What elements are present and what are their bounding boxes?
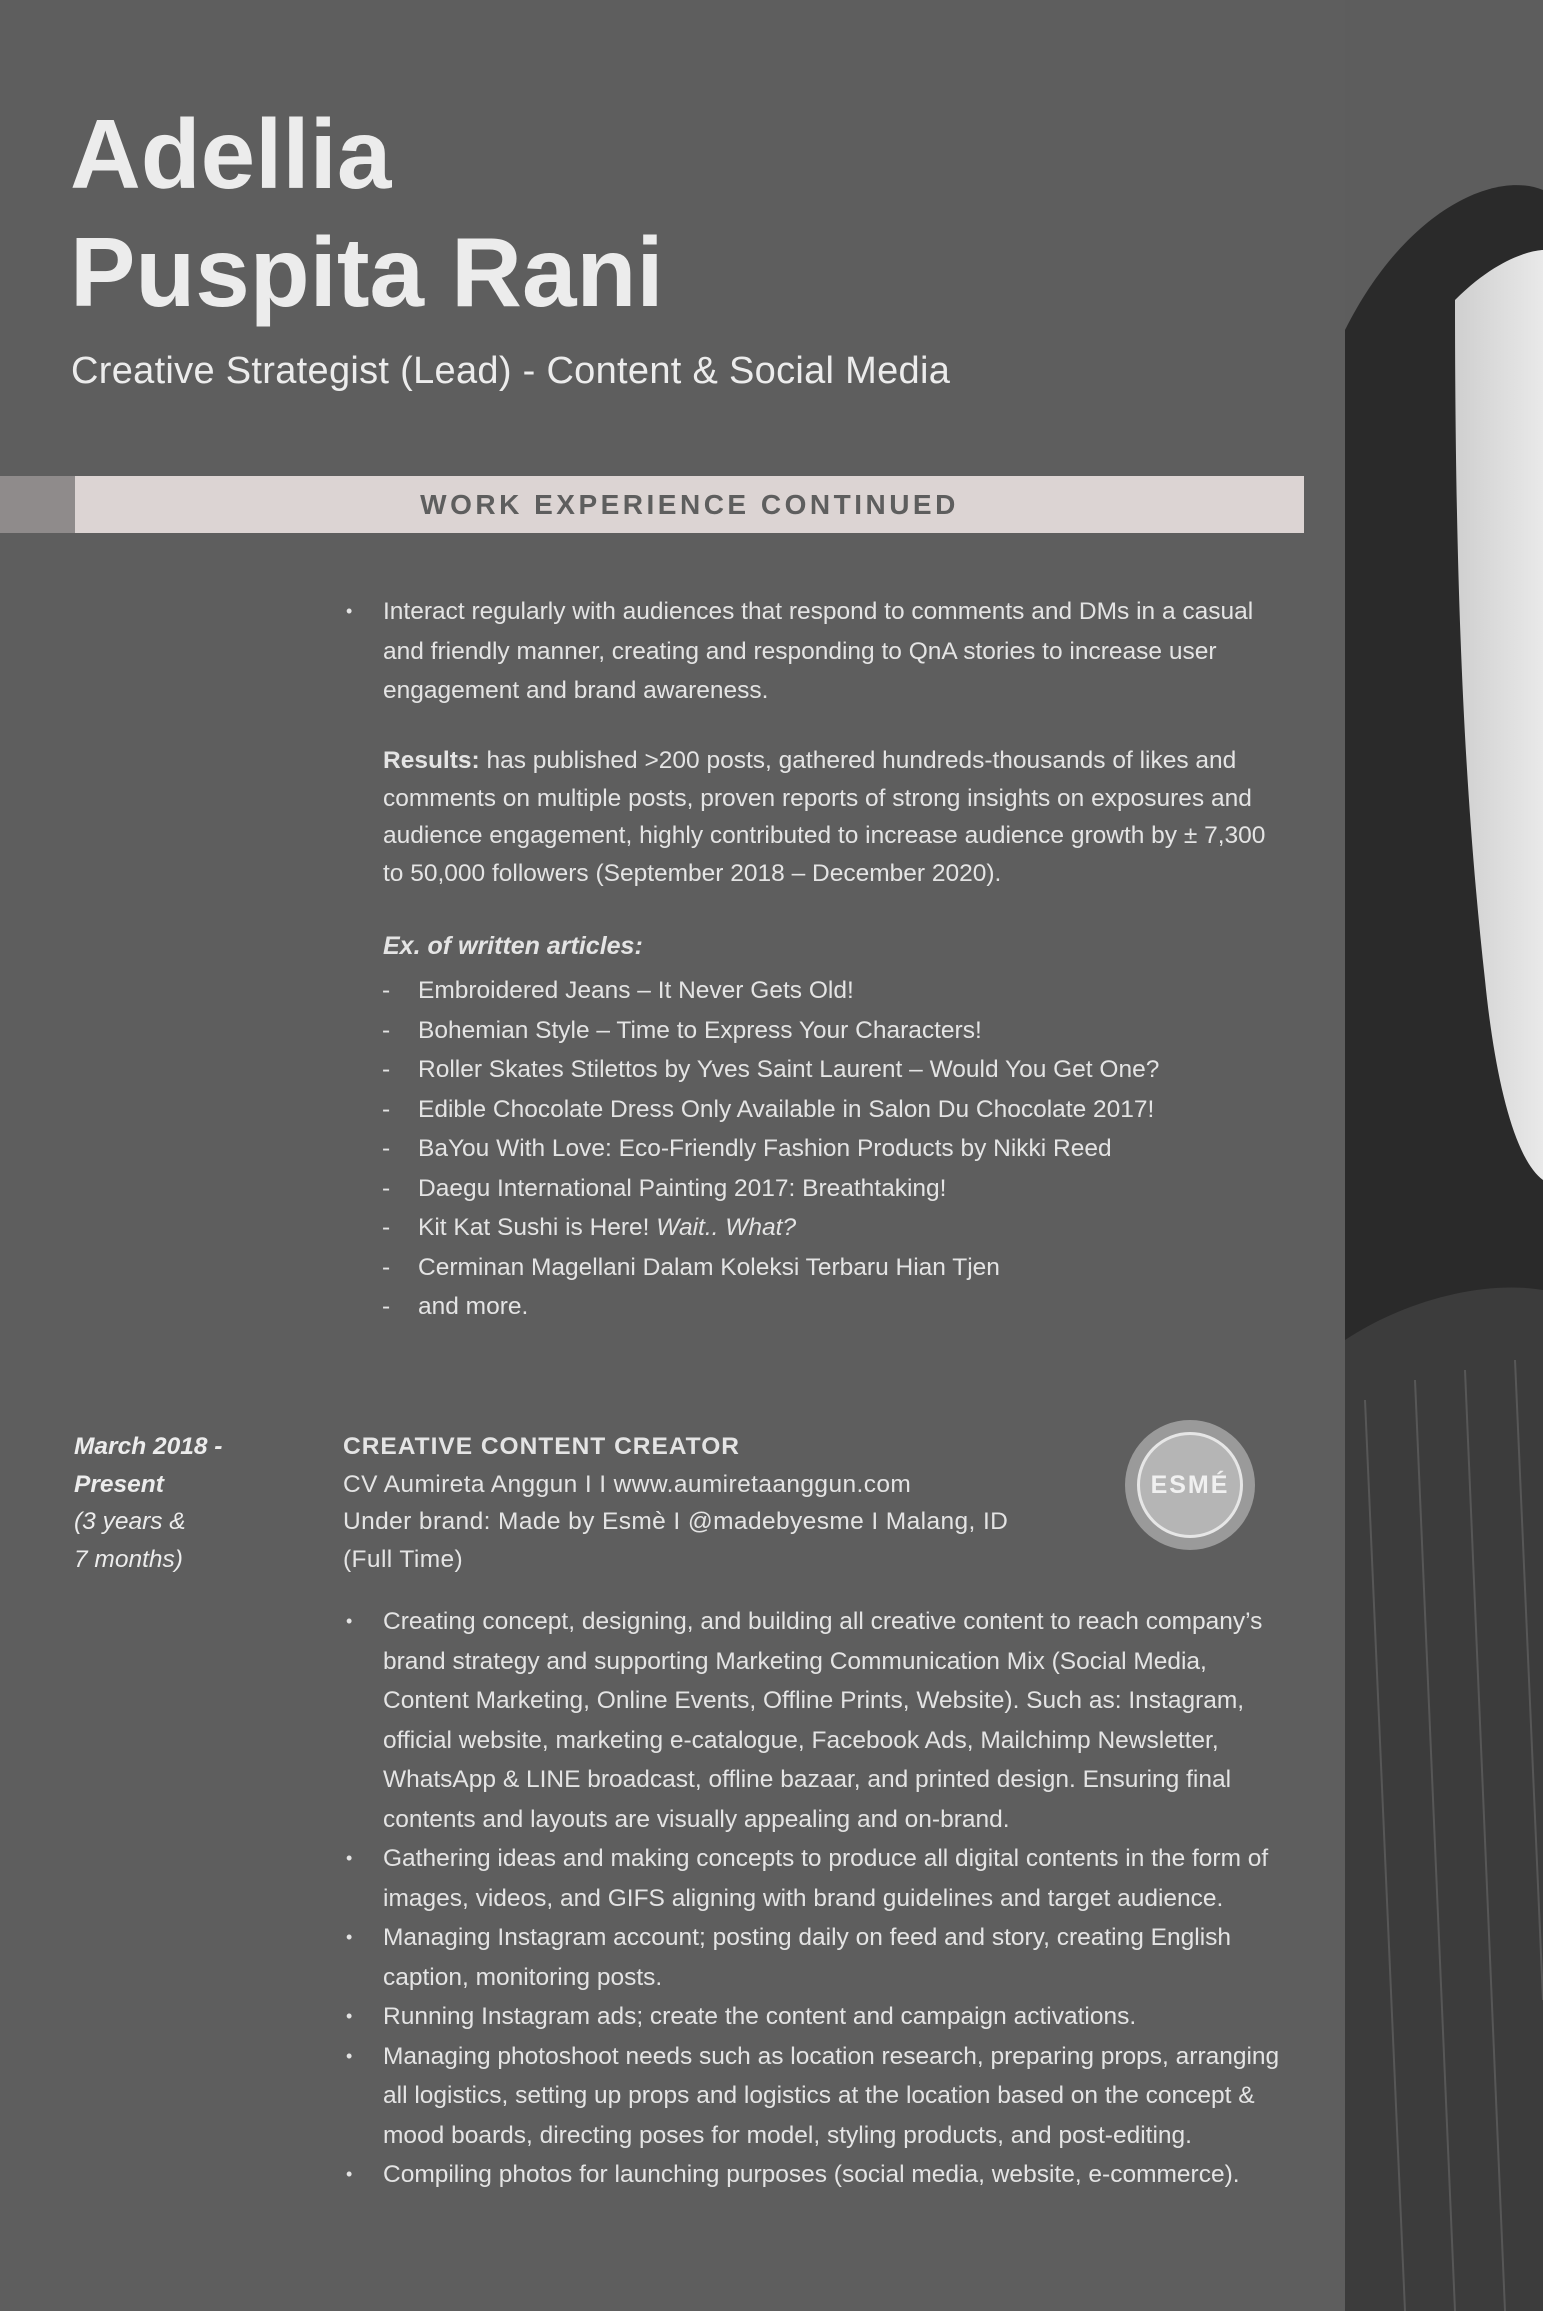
article-item: - Edible Chocolate Dress Only Available in Salon Du Chocolate 2017!: [380, 1090, 1159, 1130]
role-title: Creative Strategist (Lead) - Content & Social Media: [71, 350, 951, 392]
articles-list: [380, 971, 1159, 1327]
article-item: - Daegu International Painting 2017: Breathtaking!: [380, 1169, 1159, 1209]
date-line-1: March 2018 -: [74, 1433, 223, 1460]
profile-photo: [1345, 0, 1543, 2311]
article-item: - Bohemian Style – Time to Express Your Characters!: [380, 1011, 1159, 1051]
job-type: (Full Time): [343, 1545, 464, 1573]
list-item: • Gathering ideas and making concepts to produce all digital contents in the form of images, videos, and GIFS aligning with brand guidelines and target audience.: [343, 1839, 1283, 1918]
article-item: - Embroidered Jeans – It Never Gets Old!: [380, 971, 1159, 1011]
list-item: • Creating concept, designing, and building all creative content to reach company’s brand strategy and supporting Marketing Communication Mix (Social Media, Content Marketing, Online Events, Offline Prints, Website). Such as: Instagram, official website, marketing e-catalogue, Facebook Ads, Mailchimp Newsletter, WhatsApp & LINE broadcast, offline bazaar, and printed design. Ensuring final contents and layouts are visually appealing and on-brand.: [343, 1602, 1283, 1839]
article-item: - BaYou With Love: Eco-Friendly Fashion Products by Nikki Reed: [380, 1129, 1159, 1169]
article-italic: Wait.. What?: [656, 1214, 797, 1241]
article-item: - Roller Skates Stilettos by Yves Saint Laurent – Would You Get One?: [380, 1050, 1159, 1090]
list-item: • Managing photoshoot needs such as location research, preparing props, arranging all logistics, setting up props and logistics at the location based on the concept & mood boards, directing poses for model, styling products, and post-editing.: [343, 2037, 1283, 2156]
prev-job-bullets: [343, 592, 1283, 711]
article-text: Kit Kat Sushi is Here!: [418, 1214, 657, 1241]
job-company: CV Aumireta Anggun I I www.aumiretaanggun.com: [343, 1470, 912, 1498]
article-item: [380, 1208, 1159, 1248]
duration-line-2: 7 months): [74, 1545, 183, 1573]
name-line-1: Adellia: [70, 99, 392, 209]
job-info: [343, 1428, 1143, 1578]
article-item: - and more.: [380, 1287, 1159, 1327]
job-bullets: [343, 1602, 1283, 2195]
brand-logo: [1125, 1420, 1255, 1550]
results-text: has published >200 posts, gathered hundreds-thousands of likes and comments on multiple posts, proven reports of strong insights on exposures and audience engagement, highly contributed to increase audience growth by ± 7,300 to 50,000 followers (September 2018 – December 2020).: [383, 747, 1266, 887]
date-line-2: Present: [74, 1470, 164, 1498]
list-item: • Interact regularly with audiences that respond to comments and DMs in a casual and friendly manner, creating and responding to QnA stories to increase user engagement and brand awareness.: [343, 592, 1283, 711]
portrait-graphic: [1345, 0, 1543, 2311]
section-header: WORK EXPERIENCE CONTINUED: [75, 476, 1304, 533]
job-title: CREATIVE CONTENT CREATOR: [343, 1433, 740, 1460]
job-brand: Under brand: Made by Esmè I @madebyesme I Malang, ID: [343, 1508, 1009, 1535]
job-dates: [74, 1428, 222, 1578]
section-bar-accent: [0, 476, 75, 533]
article-item: - Cerminan Magellani Dalam Koleksi Terbaru Hian Tjen: [380, 1248, 1159, 1288]
duration-line-1: (3 years &: [74, 1508, 186, 1535]
name-line-2: Puspita Rani: [70, 217, 664, 327]
list-item: • Compiling photos for launching purposes (social media, website, e-commerce).: [343, 2155, 1283, 2195]
list-item: • Managing Instagram account; posting daily on feed and story, creating English caption, monitoring posts.: [343, 1918, 1283, 1997]
examples-title: Ex. of written articles:: [383, 932, 643, 960]
results-label: Results:: [383, 747, 480, 774]
candidate-name: [70, 95, 664, 331]
brand-logo-text: ESMÉ: [1137, 1432, 1243, 1538]
results-paragraph: [383, 742, 1283, 892]
list-item: • Running Instagram ads; create the content and campaign activations.: [343, 1997, 1283, 2037]
